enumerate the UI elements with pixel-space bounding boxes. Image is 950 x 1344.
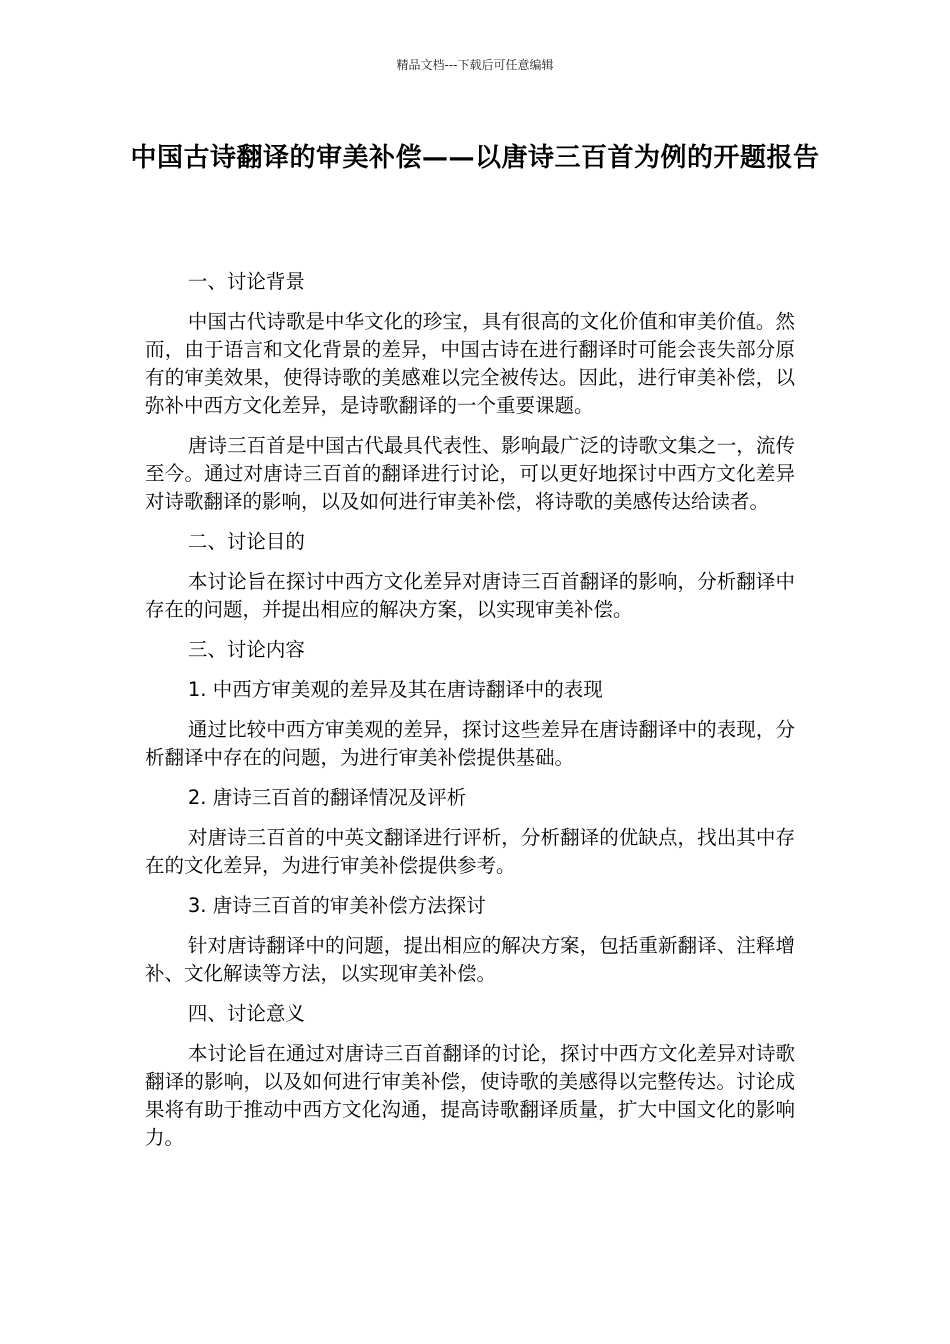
section-heading-purpose: 二、讨论目的 [187,530,305,553]
paragraph: 针对唐诗翻译中的问题，提出相应的解决方案，包括重新翻译、注释增补、文化解读等方法，以实现审美补偿。 [145,934,795,985]
section-heading-significance: 四、讨论意义 [187,1002,305,1025]
paragraph: 本讨论旨在通过对唐诗三百首翻译的讨论，探讨中西方文化差异对诗歌翻译的影响，以及如何进行审美补偿，使诗歌的美感得以完整传达。讨论成果将有助于推动中西方文化沟通，提高诗歌翻译质量，扩大中国文化的影响力。 [145,1042,795,1149]
subsection-heading: 1. 中西方审美观的差异及其在唐诗翻译中的表现 [187,678,603,701]
page-header-note: 精品文档---下载后可任意编辑 [396,58,554,72]
section-heading-background: 一、讨论背景 [187,270,305,293]
subsection-heading: 2. 唐诗三百首的翻译情况及评析 [187,786,467,809]
paragraph: 唐诗三百首是中国古代最具代表性、影响最广泛的诗歌文集之一，流传至今。通过对唐诗三百首的翻译进行讨论，可以更好地探讨中西方文化差异对诗歌翻译的影响，以及如何进行审美补偿，将诗歌的美感传达给读者。 [145,434,795,513]
section-heading-content: 三、讨论内容 [187,638,305,661]
document-body [145,268,795,1164]
subsection-heading: 3. 唐诗三百首的审美补偿方法探讨 [187,894,486,917]
document-title: 中国古诗翻译的审美补偿——以唐诗三百首为例的开题报告 [130,143,820,173]
paragraph: 本讨论旨在探讨中西方文化差异对唐诗三百首翻译的影响，分析翻译中存在的问题，并提出相应的解决方案，以实现审美补偿。 [145,570,795,621]
paragraph: 通过比较中西方审美观的差异，探讨这些差异在唐诗翻译中的表现，分析翻译中存在的问题，为进行审美补偿提供基础。 [145,718,795,769]
paragraph: 对唐诗三百首的中英文翻译进行评析，分析翻译的优缺点，找出其中存在的文化差异，为进行审美补偿提供参考。 [145,826,795,877]
paragraph: 中国古代诗歌是中华文化的珍宝，具有很高的文化价值和审美价值。然而，由于语言和文化背景的差异，中国古诗在进行翻译时可能会丧失部分原有的审美效果，使得诗歌的美感难以完全被传达。因此，进行审美补偿，以弥补中西方文化差异，是诗歌翻译的一个重要课题。 [145,310,795,417]
